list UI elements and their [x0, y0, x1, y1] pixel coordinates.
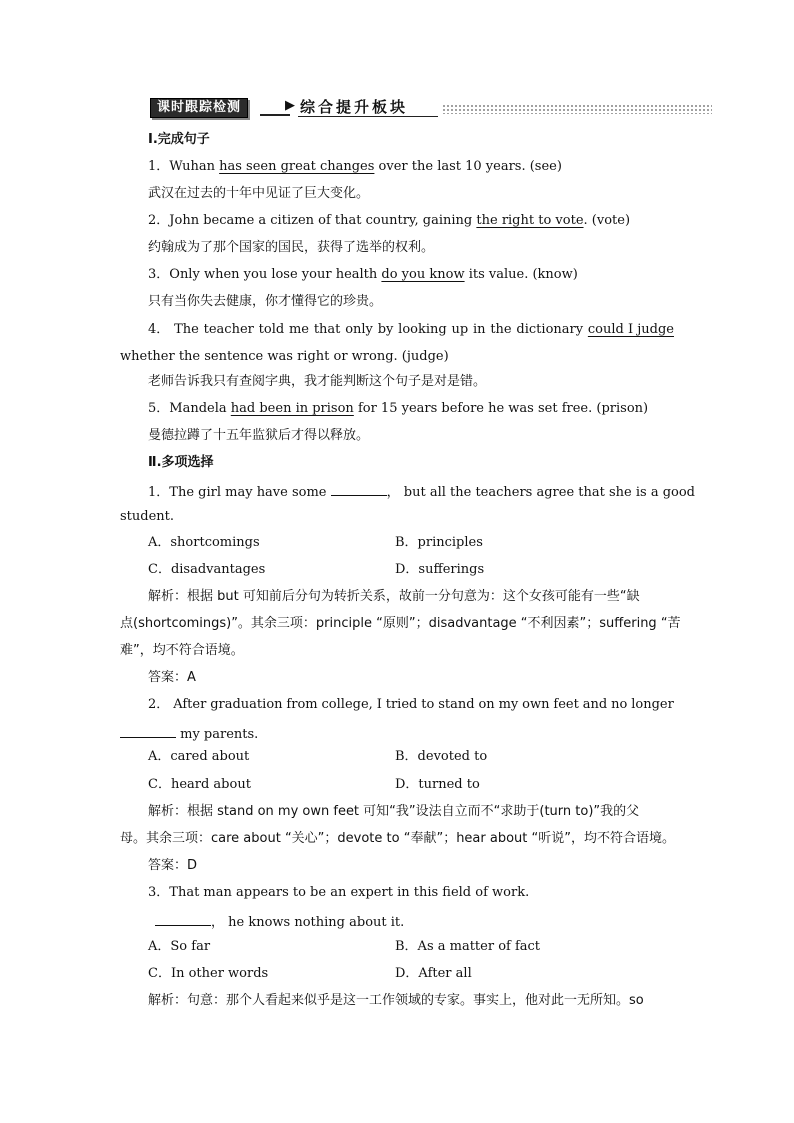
sentence-item: [148, 266, 578, 284]
arrow-right-icon: ▶: [285, 98, 295, 113]
word: on: [478, 697, 495, 712]
sentence-continuation: whether the sentence was right or wrong. (judge): [120, 349, 449, 364]
word: told: [258, 322, 285, 337]
word: I: [376, 697, 382, 712]
word: that: [313, 322, 341, 337]
section-banner: [150, 96, 715, 122]
section-heading: Ⅱ.多项选择: [148, 455, 214, 470]
translation: 只有当你失去健康，你才懂得它的珍贵。: [148, 294, 383, 309]
translation: 曼德拉蹲了十五年监狱后才得以释放。: [148, 428, 370, 443]
banner-underline: [298, 116, 438, 117]
sentence-item: [148, 158, 562, 176]
answer-key: 答案：D: [148, 858, 198, 873]
sentence-prefix: Mandela: [169, 401, 231, 416]
answer-blank: [155, 911, 211, 926]
word: stand: [438, 697, 475, 712]
translation: 老师告诉我只有查阅字典，我才能判断这个句子是对是错。: [148, 374, 487, 389]
item-number: 1．: [148, 159, 170, 174]
sentence-item: [148, 400, 648, 418]
item-number: 2．: [148, 697, 170, 712]
item-number: 3．: [148, 885, 170, 900]
option-c: C．disadvantages: [148, 562, 266, 577]
translation: 约翰成为了那个国家的国民，获得了选举的权利。: [148, 240, 435, 255]
analysis-text: 母。其余三项：care about “关心”；devote to “奉献”；hear about “听说”，均不符合语境。: [120, 831, 675, 846]
question-stem-continuation: [155, 911, 404, 932]
sentence-suffix: over the last 10 years. (see): [374, 159, 562, 174]
analysis-text: 解析：根据 but 可知前后分句为转折关系，故前一分句意为：这个女孩可能有一些“缺: [148, 589, 640, 604]
answer-blank: [331, 481, 387, 496]
item-number: 3．: [148, 267, 170, 282]
translation: 武汉在过去的十年中见证了巨大变化。: [148, 186, 370, 201]
item-number: 2．: [148, 213, 170, 228]
sentence-prefix: Only when you lose your health: [169, 267, 382, 282]
item-number: 4．: [148, 322, 170, 337]
banner-tag: 课时跟踪检测: [150, 98, 248, 118]
option-b: B．As a matter of fact: [395, 939, 541, 954]
banner-title: 综合提升板块: [300, 98, 409, 116]
word: my: [498, 697, 519, 712]
option-d: D．turned to: [395, 777, 480, 792]
stem-text: ， he knows nothing about it.: [211, 915, 405, 930]
word: graduation: [210, 697, 283, 712]
sentence-item: [148, 212, 630, 230]
answer-key: 答案：A: [148, 670, 196, 685]
analysis-text: 解析：根据 stand on my own feet 可知“我”设法自立而不“求助于(turn to)”我的父: [148, 804, 640, 819]
word: only: [345, 322, 373, 337]
word: no: [611, 697, 628, 712]
option-c: C．heard about: [148, 777, 251, 792]
answer-fill: could I judge: [587, 322, 674, 337]
option-c: C．In other words: [148, 966, 269, 981]
sentence-prefix: Wuhan: [169, 159, 220, 174]
word: dictionary: [516, 322, 584, 337]
option-d: D．After all: [395, 966, 472, 981]
question-stem-continuation: student.: [120, 509, 175, 524]
sentence-suffix: for 15 years before he was set free. (prison): [353, 401, 649, 416]
question-stem-continuation: [120, 723, 258, 744]
word: and: [582, 697, 608, 712]
stem-text: ， but all the teachers agree that she is a good: [386, 485, 695, 500]
word: college,: [321, 697, 373, 712]
stem-text: That man appears to be an expert in this field of work.: [169, 885, 530, 900]
option-a: A．shortcomings: [148, 535, 260, 550]
stem-text: my parents.: [176, 727, 259, 742]
word: After: [173, 697, 207, 712]
option-d: D．sufferings: [395, 562, 485, 577]
word: tried: [385, 697, 418, 712]
question-stem: [148, 696, 674, 714]
word: teacher: [203, 322, 254, 337]
option-b: B．devoted to: [395, 749, 488, 764]
answer-fill: has seen great changes: [219, 159, 375, 174]
sentence-suffix: . (vote): [583, 213, 631, 228]
word: to: [421, 697, 435, 712]
word: looking: [398, 322, 447, 337]
sentence-item: [148, 321, 674, 339]
analysis-text: 难”，均不符合语境。: [120, 643, 244, 658]
word: longer: [631, 697, 674, 712]
banner-connector: [260, 114, 290, 116]
sentence-prefix: John became a citizen of that country, gaining: [169, 213, 477, 228]
answer-fill: the right to vote: [476, 213, 584, 228]
analysis-text: 解析：句意：那个人看起来似乎是这一工作领域的专家。事实上，他对此一无所知。so: [148, 993, 644, 1008]
word: from: [286, 697, 318, 712]
word: own: [522, 697, 550, 712]
stem-text: The girl may have some: [169, 485, 331, 500]
word: by: [377, 322, 394, 337]
question-stem: [148, 481, 695, 502]
option-a: A．cared about: [148, 749, 250, 764]
option-a: A．So far: [148, 939, 211, 954]
analysis-text: 点(shortcomings)”。其余三项：principle “原则”；disadvantage “不利因素”；suffering “苦: [120, 616, 681, 631]
banner-dotted-decoration: [442, 104, 712, 114]
answer-fill: do you know: [381, 267, 465, 282]
answer-fill: had been in prison: [230, 401, 354, 416]
word: The: [174, 322, 199, 337]
word: me: [288, 322, 310, 337]
word: in: [473, 322, 486, 337]
item-number: 5．: [148, 401, 170, 416]
word: up: [451, 322, 469, 337]
section-heading: Ⅰ.完成句子: [148, 132, 210, 147]
sentence-suffix: its value. (know): [464, 267, 578, 282]
question-stem: [148, 884, 529, 902]
answer-blank: [120, 723, 176, 738]
word: the: [490, 322, 512, 337]
item-number: 1．: [148, 485, 170, 500]
option-b: B．principles: [395, 535, 483, 550]
word: feet: [553, 697, 579, 712]
